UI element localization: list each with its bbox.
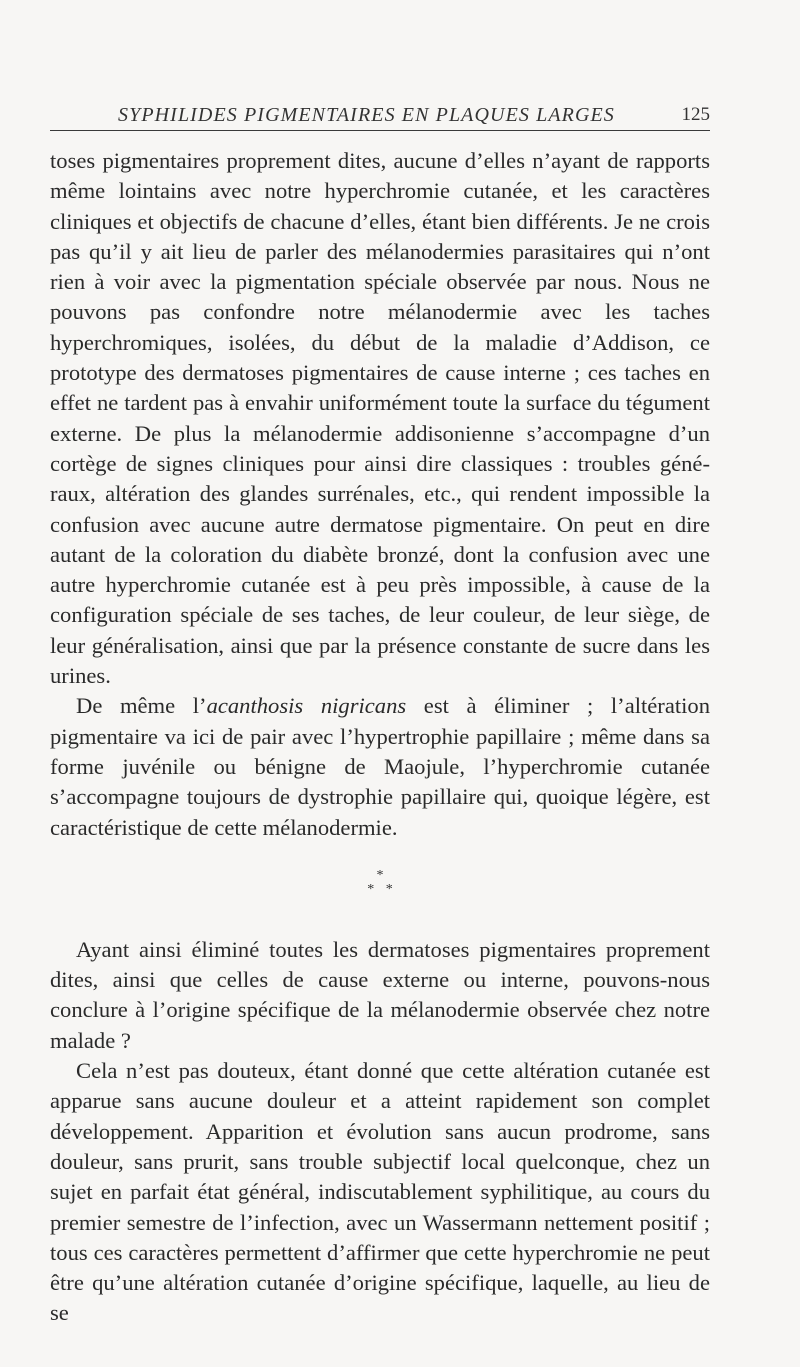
paragraph-acanthosis-after: est à éliminer ; l’altération pigmentaire va ici de pair avec l’hypertrophie papillaire ; même dans sa forme juvénile ou bénigne de Maojule, l’hyperchromie cutanée s’accompagne toujours de dystrophie papillaire qui, quoique légère, est caractéristique de cette mélanodermie. (50, 693, 711, 840)
paragraph-continued: toses pigmentaires proprement dites, aucune d’elles n’ayant de rapports même lointains avec notre hyperchromie cutanée, et les caractères cliniques et objectifs de chacune d’elles, étant bien différents. Je ne crois pas qu’il y ait lieu de parler des mélanodermies parasitaires qui n’ont rien à voir avec la pigmentation spéciale observée par nous. Nous ne pouvons pas confondre notre mélanodermie avec les taches hyperchromiques, isolées, du début de la maladie d’Addison, ce prototype des dermatoses pigmentaires de cause interne ; ces taches en effet ne tardent pas à envahir uniformément toute la surface du tégument externe. De plus la mélanodermie addisonienne s’accompagne d’un cortège de signes cliniques pour ainsi dire classiques : troubles généraux, altération des glandes surrénales, etc., qui rendent impossible la confusion avec aucune autre dermatose pigmentaire. On peut en dire autant de la coloration du diabète bronzé, dont la confusion avec une autre hyperchromie cutanée est à peu près impossible, à cause de la configuration spéciale de ses taches, de leur couleur, de leur siège, de leur généralisation, ainsi que par la présence constante de sucre dans les urines. (50, 148, 710, 689)
page-header (50, 100, 710, 131)
paragraph-conclusion-answer: Cela n’est pas douteux, étant donné que cette altération cutanée est apparue sans aucune douleur et a atteint rapidement son complet développement. Apparition et évolution sans aucun prodrome, sans douleur, sans prurit, sans trouble subjectif local quelconque, chez un sujet en parfait état général, indiscutablement syphilitique, au cours du premier semestre de l’infection, avec un Wassermann nettement positif ; tous ces caractères permettent d’affirmer que cette hyperchromie ne peut être qu’une altération cutanée d’origine spécifique, laquelle, au lieu de se (50, 1058, 710, 1326)
separator-stars-bottom: * * (367, 881, 397, 897)
paragraph-acanthosis-before: De même l’ (76, 693, 207, 719)
italic-term-acanthosis: acanthosis nigricans (206, 693, 407, 719)
separator-star-top: * (376, 867, 384, 883)
paragraph-acanthosis (50, 691, 710, 842)
page-number: 125 (681, 104, 710, 125)
body-text (50, 146, 710, 1329)
running-title: SYPHILIDES PIGMENTAIRES EN PLAQUES LARGES (118, 104, 615, 126)
paragraph-conclusion-question: Ayant ainsi éliminé toutes les dermatoses pigmentaires proprement dites, ainsi que celles de cause externe ou interne, pouvons-nous conclure à l’origine spécifique de la mélanodermie observée chez notre malade ? (50, 936, 710, 1053)
section-separator (50, 869, 710, 897)
